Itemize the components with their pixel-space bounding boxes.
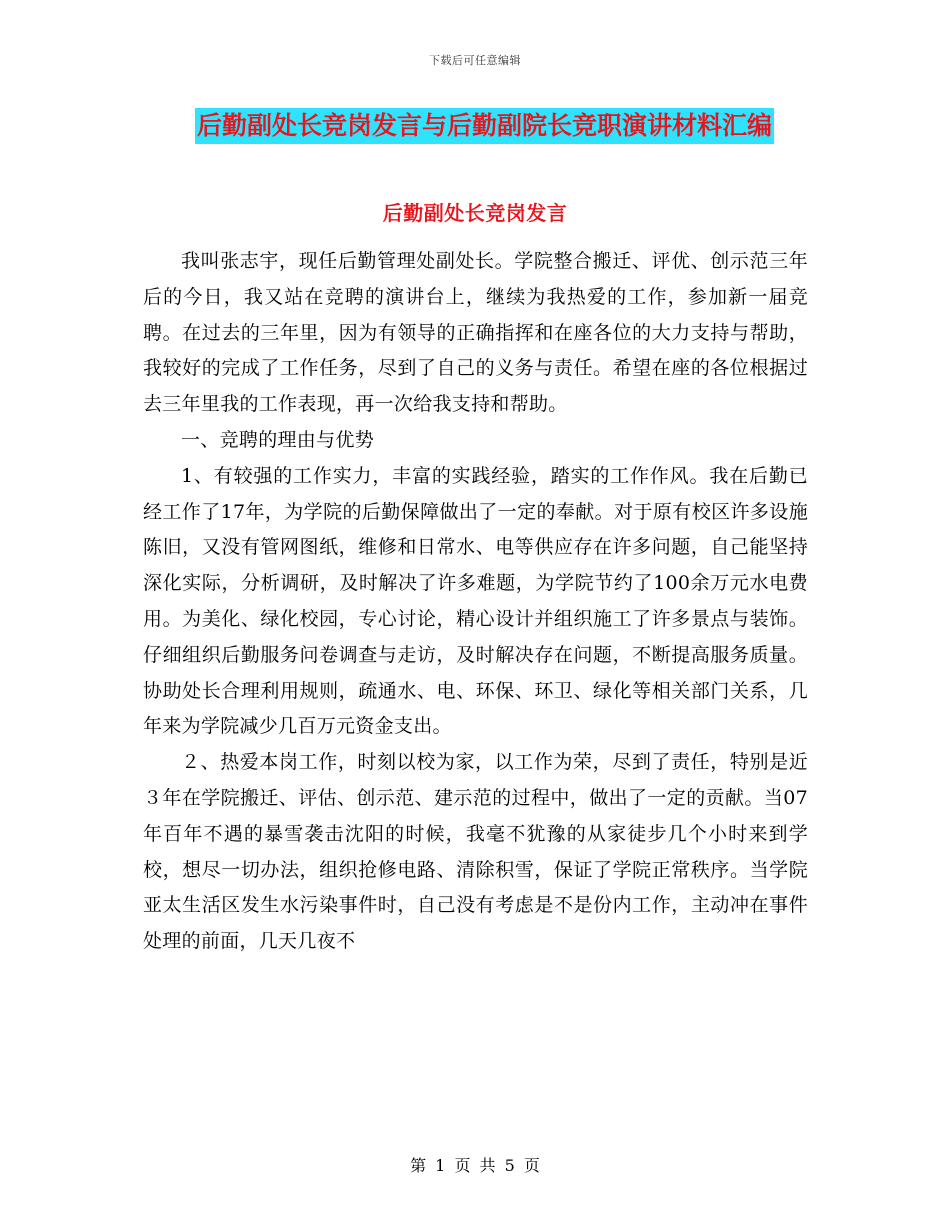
header-note: 下载后可任意编辑: [429, 54, 521, 67]
document-body: [143, 244, 808, 960]
section-title: 后勤副处长竞岗发言: [382, 201, 568, 225]
paragraph-heading-1: 一、竞聘的理由与优势: [181, 428, 375, 451]
document-title: 后勤副处长竞岗发言与后勤副院长竞职演讲材料汇编: [195, 108, 774, 144]
paragraph-point-2: ２、热爱本岗工作，时刻以校为家，以工作为荣，尽到了责任，特别是近３年在学院搬迁、评估、创示范、建示范的过程中，做出了一定的贡献。当07年百年不遇的暴雪袭击沈阳的时候，我毫不犹豫的从家徒步几个小时来到学校，想尽一切办法，组织抢修电路、清除积雪，保证了学院正常秩序。当学院亚太生活区发生水污染事件时，自己没有考虑是不是份内工作，主动冲在事件处理的前面，几天几夜不: [143, 751, 808, 953]
paragraph-point-1: 1、有较强的工作实力，丰富的实践经验，踏实的工作作风。我在后勤已经工作了17年，为学院的后勤保障做出了一定的奉献。对于原有校区许多设施陈旧，又没有管网图纸，维修和日常水、电等供应存在许多问题，自己能坚持深化实际，分析调研，及时解决了许多难题，为学院节约了100余万元水电费用。为美化、绿化校园，专心讨论，精心设计并组织施工了许多景点与装饰。仔细组织后勤服务问卷调查与走访，及时解决存在问题，不断提高服务质量。协助处长合理利用规则，疏通水、电、环保、环卫、绿化等相关部门关系，几年来为学院减少几百万元资金支出。: [143, 464, 808, 738]
page-indicator: 第 1 页 共 5 页: [410, 1156, 540, 1175]
paragraph-intro: 我叫张志宇，现任后勤管理处副处长。学院整合搬迁、评优、创示范三年后的今日，我又站在竞聘的演讲台上，继续为我热爱的工作，参加新一届竞聘。在过去的三年里，因为有领导的正确指挥和在座各位的大力支持与帮助，我较好的完成了工作任务，尽到了自己的义务与责任。希望在座的各位根据过去三年里我的工作表现，再一次给我支持和帮助。: [143, 250, 808, 416]
